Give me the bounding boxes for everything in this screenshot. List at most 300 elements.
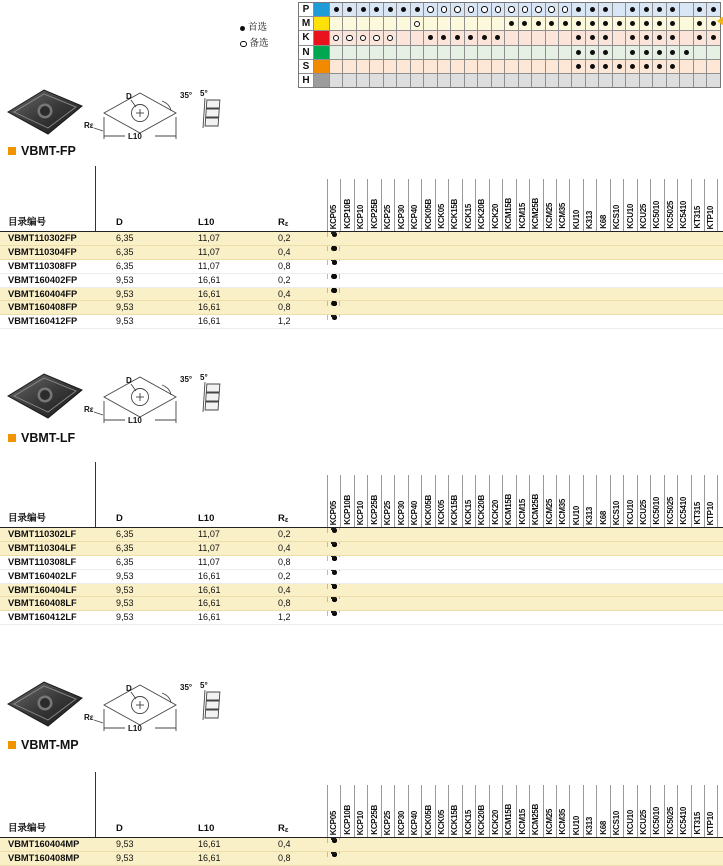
- grade-col-KCK20: [489, 785, 502, 837]
- preferred-dot-icon: [617, 64, 622, 69]
- chart-cell-P-KCP25B: [369, 3, 382, 16]
- legend-preferred-label: 首选: [248, 22, 268, 33]
- chart-cell-N-KCM25: [545, 46, 558, 59]
- grade-col-K313: [583, 179, 596, 231]
- grade-label: KCU10: [625, 500, 635, 525]
- grade-label: KC5010: [652, 497, 662, 525]
- grade-label: KCK05B: [423, 198, 433, 229]
- grade-label: KCP10B: [342, 199, 352, 229]
- chart-cell-K-KC5410: [679, 31, 692, 44]
- chart-cell-M-KCP10: [356, 17, 369, 30]
- chart-cell-M-KCM25: [545, 17, 558, 30]
- grade-col-KT315: [691, 785, 704, 837]
- insert-drawing: [4, 368, 239, 426]
- chart-cell-K-KCK20B: [477, 31, 490, 44]
- preferred-dot-icon: [576, 7, 581, 12]
- grade-label: KCP30: [396, 500, 406, 525]
- grade-label: KCP05: [329, 500, 339, 525]
- grade-label: KCS10: [612, 810, 622, 835]
- not-available-dash-icon: [331, 584, 336, 586]
- grade-label: KCM15B: [504, 493, 514, 525]
- section-title-VBMT-FP: [8, 144, 76, 158]
- chart-cell-P-KCU25: [639, 3, 652, 16]
- preferred-dot-icon: [374, 7, 379, 12]
- chart-cell-M-KCK05B: [423, 17, 436, 30]
- chart-cell-M-KT315: [693, 17, 706, 30]
- dim-l10-label: L10: [128, 132, 142, 141]
- chart-cell-S-KCK20B: [477, 60, 490, 73]
- insert-drawing: [4, 676, 239, 734]
- preferred-dot-icon: [522, 21, 527, 26]
- chart-cell-N-KCP10: [356, 46, 369, 59]
- chart-cell-N-KCP30: [396, 46, 409, 59]
- grade-col-KCP25B: [367, 179, 380, 231]
- column-header-l10: L10: [198, 217, 215, 228]
- chart-cell-M-K68: [598, 17, 611, 30]
- column-header-l10: L10: [198, 823, 215, 834]
- application-chart: [298, 2, 721, 88]
- grade-col-KT315: [691, 475, 704, 527]
- chart-cell-N-KCK15: [464, 46, 477, 59]
- preferred-dot-icon: [240, 26, 245, 31]
- chart-cell-P-KCM15: [518, 3, 531, 16]
- grade-label: K313: [585, 507, 595, 525]
- grade-col-KCP10B: [340, 785, 353, 837]
- preferred-dot-icon: [576, 21, 581, 26]
- section-title-VBMT-MP: [8, 738, 79, 752]
- chart-cell-K-KCM35: [558, 31, 571, 44]
- grade-col-KCP40: [408, 475, 421, 527]
- chart-cell-S-KCM35: [558, 60, 571, 73]
- chart-cell-K-KCK05B: [423, 31, 436, 44]
- preferred-dot-icon: [563, 21, 568, 26]
- chart-cell-N-KC5410: [679, 46, 692, 59]
- chart-class-letter: S: [299, 60, 313, 73]
- chart-cell-P-KCK05B: [423, 3, 436, 16]
- chart-cell-S-KU10: [571, 60, 584, 73]
- chart-cell-M-KCM25B: [531, 17, 544, 30]
- preferred-dot-icon: [644, 64, 649, 69]
- grade-label: KT315: [692, 812, 702, 835]
- chart-cell-S-KC5025: [666, 60, 679, 73]
- grade-col-KC5025: [664, 475, 677, 527]
- preferred-dot-icon: [670, 50, 675, 55]
- grade-col-KCP30: [394, 785, 407, 837]
- value-d: 9,53: [116, 598, 134, 609]
- grade-col-KCM15B: [502, 785, 515, 837]
- grade-col-KCP25B: [367, 475, 380, 527]
- table-row-VBMT110302FP: [0, 232, 723, 246]
- dim-5-label: 5°: [200, 89, 208, 98]
- value-l10: 16,61: [198, 839, 221, 849]
- chart-cell-K-KCM15: [518, 31, 531, 44]
- catalog-number: VBMT160404LF: [8, 584, 77, 595]
- grade-label: KCM15B: [504, 197, 514, 229]
- chart-row-M: [299, 17, 720, 31]
- grade-label: KCP25: [383, 204, 393, 229]
- grade-label: KCM25B: [531, 197, 541, 229]
- chart-cell-M-KCS10: [612, 17, 625, 30]
- value-l10: 16,61: [198, 302, 221, 313]
- column-header-catalog: 目录编号: [8, 823, 47, 834]
- grade-label: KCP30: [396, 204, 406, 229]
- grade-label: KCU10: [625, 810, 635, 835]
- catalog-number: VBMT110308LF: [8, 556, 77, 567]
- alternate-dot-icon: [454, 6, 461, 13]
- grade-label: KCS10: [612, 500, 622, 525]
- not-available-dash-icon: [331, 597, 336, 599]
- cell-VBMT110308FP-KTP10: [327, 260, 340, 262]
- preferred-dot-icon: [401, 7, 406, 12]
- chart-cell-N-KCM25B: [531, 46, 544, 59]
- chart-cell-K-KCP10B: [342, 31, 355, 44]
- preferred-dot-icon: [576, 50, 581, 55]
- grade-col-KCK20: [489, 475, 502, 527]
- table-row-VBMT110302LF: [0, 528, 723, 542]
- chart-cell-S-KCP40: [410, 60, 423, 73]
- chart-cell-S-KT315: [693, 60, 706, 73]
- dim-35-label: 35°: [180, 375, 193, 384]
- value-re: 0,2: [278, 233, 291, 243]
- grade-label: KCK15: [463, 810, 473, 835]
- grade-label: KTP10: [705, 205, 715, 229]
- preferred-dot-icon: [657, 64, 662, 69]
- preferred-dot-icon: [670, 64, 675, 69]
- grade-label: KU10: [571, 505, 581, 525]
- chart-cell-S-KC5010: [652, 60, 665, 73]
- preferred-dot-icon: [603, 64, 608, 69]
- grade-label: KCK20B: [477, 494, 487, 525]
- chart-cell-K-KCP10: [356, 31, 369, 44]
- preferred-dot-icon: [603, 35, 608, 40]
- grade-label: K313: [585, 211, 595, 229]
- grade-col-KCK15: [462, 785, 475, 837]
- value-l10: 16,61: [198, 598, 221, 609]
- grade-label: KCK15B: [450, 198, 460, 229]
- catalog-number: VBMT110308FP: [8, 260, 77, 271]
- section-vbmt-lf: [0, 368, 723, 626]
- chart-cell-K-KCP25B: [369, 31, 382, 44]
- chart-cell-S-KCP30: [396, 60, 409, 73]
- header-divider-line: [95, 462, 96, 527]
- chart-cell-S-KCK05: [437, 60, 450, 73]
- grade-label: KC5010: [652, 807, 662, 835]
- cell-VBMT160408LF-KTP10: [327, 597, 340, 599]
- chart-cell-N-KC5010: [652, 46, 665, 59]
- value-re: 0,4: [278, 542, 291, 553]
- grade-columns-header: [327, 179, 718, 231]
- grade-col-KCU10: [623, 179, 636, 231]
- chart-cell-N-KCK20: [491, 46, 504, 59]
- grade-label: KCU25: [639, 500, 649, 525]
- alternate-dot-icon: [535, 6, 542, 13]
- value-d: 9,53: [116, 584, 134, 595]
- dim-d-label: D: [126, 684, 132, 693]
- insert-photo: [8, 90, 82, 134]
- grade-col-KCM15B: [502, 179, 515, 231]
- grade-label: KCP10: [356, 810, 366, 835]
- preferred-dot-icon: [482, 35, 487, 40]
- alternate-dot-icon: [240, 41, 247, 48]
- grade-col-KCP05: [327, 785, 340, 837]
- column-header-d: D: [116, 823, 123, 834]
- grade-label: KTP10: [705, 501, 715, 525]
- grade-col-KCM25: [543, 179, 556, 231]
- chart-class-letter: H: [299, 74, 313, 87]
- grade-col-KT315: [691, 179, 704, 231]
- preferred-dot-icon: [684, 50, 689, 55]
- preferred-dot-icon: [415, 7, 420, 12]
- preferred-dot-icon: [630, 21, 635, 26]
- chart-cell-N-K313: [585, 46, 598, 59]
- grade-col-KCM15: [516, 475, 529, 527]
- chart-cell-S-KCK15B: [450, 60, 463, 73]
- grade-col-KC5010: [650, 475, 663, 527]
- chart-cell-K-K313: [585, 31, 598, 44]
- cell-VBMT160412FP-KTP10: [327, 315, 340, 317]
- grade-col-KCK20B: [475, 785, 488, 837]
- chart-cell-S-KCS10: [612, 60, 625, 73]
- chart-cell-K-KCU10: [625, 31, 638, 44]
- chart-cell-M-KCK15: [464, 17, 477, 30]
- value-re: 0,8: [278, 556, 291, 567]
- grade-label: KCM25B: [531, 493, 541, 525]
- table-header: [0, 166, 723, 232]
- value-re: 0,4: [278, 288, 291, 299]
- grade-label: KCP25B: [369, 805, 379, 835]
- grade-col-K313: [583, 785, 596, 837]
- column-header-d: D: [116, 513, 123, 524]
- cell-VBMT160408MP-KTP10: [327, 852, 340, 854]
- chart-cell-S-KTP10: [706, 60, 719, 73]
- chart-cell-P-KCK20B: [477, 3, 490, 16]
- table-row-VBMT160404LF: [0, 584, 723, 598]
- preferred-dot-icon: [495, 35, 500, 40]
- chart-cell-N-KCK05B: [423, 46, 436, 59]
- clearance-side-view: [203, 690, 220, 720]
- dim-35-label: 35°: [180, 91, 193, 100]
- value-l10: 11,07: [198, 556, 220, 567]
- chart-cell-P-KT315: [693, 3, 706, 16]
- grade-label: KCP05: [329, 204, 339, 229]
- header-divider-line: [95, 166, 96, 231]
- catalog-number: VBMT160408LF: [8, 598, 77, 609]
- grade-col-KCK20B: [475, 475, 488, 527]
- value-l10: 11,07: [198, 529, 220, 539]
- chart-cell-P-KCU10: [625, 3, 638, 16]
- grade-col-KCM25: [543, 475, 556, 527]
- alternate-dot-icon: [468, 6, 475, 13]
- grade-col-KCP30: [394, 179, 407, 231]
- grade-label: KCM25: [544, 203, 554, 229]
- preferred-dot-icon: [603, 50, 608, 55]
- alternate-dot-icon: [522, 6, 529, 13]
- value-re: 0,2: [278, 529, 291, 539]
- grade-col-KCM25B: [529, 475, 542, 527]
- chart-cell-K-KCP30: [396, 31, 409, 44]
- preferred-dot-icon: [347, 7, 352, 12]
- preferred-dot-icon: [590, 35, 595, 40]
- preferred-dot-icon: [697, 21, 702, 26]
- chart-class-color-swatch: [313, 3, 329, 16]
- chart-cell-K-KCM25B: [531, 31, 544, 44]
- chart-cell-S-K68: [598, 60, 611, 73]
- grade-label: K313: [585, 817, 595, 835]
- grade-label: K68: [598, 511, 608, 525]
- value-l10: 16,61: [198, 584, 221, 595]
- grade-col-KCK15B: [448, 179, 461, 231]
- alternate-dot-icon: [508, 6, 515, 13]
- not-available-dash-icon: [331, 528, 336, 530]
- chart-cell-S-KCK20: [491, 60, 504, 73]
- grade-label: KCP40: [410, 810, 420, 835]
- available-dot-icon: [331, 246, 336, 251]
- cell-VBMT160408FP-KTP10: [327, 301, 340, 306]
- cell-VBMT110304LF-KTP10: [327, 542, 340, 544]
- preferred-dot-icon: [630, 64, 635, 69]
- preferred-dot-icon: [468, 35, 473, 40]
- grade-label: KCU25: [639, 204, 649, 229]
- chart-cell-N-KCK15B: [450, 46, 463, 59]
- grade-label: K68: [598, 215, 608, 229]
- value-d: 9,53: [116, 316, 134, 327]
- value-re: 0,2: [278, 274, 291, 285]
- grade-label: K68: [598, 821, 608, 835]
- value-l10: 11,07: [198, 260, 220, 271]
- grade-col-KCU25: [637, 179, 650, 231]
- chart-cell-M-KCM35: [558, 17, 571, 30]
- table-row-VBMT160402LF: [0, 570, 723, 584]
- chart-cell-K-KC5025: [666, 31, 679, 44]
- table-row-VBMT160408FP: [0, 301, 723, 315]
- cell-VBMT160404MP-KTP10: [327, 838, 340, 840]
- chart-row-N: [299, 46, 720, 60]
- preferred-dot-icon: [670, 35, 675, 40]
- chart-cell-P-KCK15: [464, 3, 477, 16]
- section-title-VBMT-LF: [8, 431, 75, 445]
- preferred-dot-icon: [590, 7, 595, 12]
- grade-col-KCS10: [610, 475, 623, 527]
- grade-label: KCM25: [544, 809, 554, 835]
- value-re: 0,4: [278, 839, 291, 849]
- grade-col-K68: [596, 179, 609, 231]
- chart-cell-M-KC5410: [679, 17, 692, 30]
- chart-cell-K-KCM25: [545, 31, 558, 44]
- alternate-dot-icon: [562, 6, 569, 13]
- value-l10: 16,61: [198, 852, 221, 863]
- section-vbmt-mp: [0, 676, 723, 866]
- value-re: 0,8: [278, 598, 291, 609]
- chart-cell-S-KCU25: [639, 60, 652, 73]
- dim-re-label: Rε: [84, 713, 94, 722]
- chart-cell-M-KCP40: [410, 17, 423, 30]
- grade-label: KT315: [692, 206, 702, 229]
- grade-label: KCM35: [558, 499, 568, 525]
- preferred-dot-icon: [697, 7, 702, 12]
- chart-cell-P-KCK05: [437, 3, 450, 16]
- catalog-number: VBMT160408MP: [8, 852, 80, 863]
- grade-col-KCM15: [516, 785, 529, 837]
- preferred-dot-icon: [644, 35, 649, 40]
- grade-col-KCP10: [354, 475, 367, 527]
- grade-label: KCP25: [383, 810, 393, 835]
- alternate-dot-icon: [427, 6, 434, 13]
- grade-col-KCP05: [327, 179, 340, 231]
- grade-col-KCK15: [462, 179, 475, 231]
- grade-label: KC5025: [665, 807, 675, 835]
- legend-alternate-label: 备选: [249, 38, 269, 49]
- table-row-VBMT160408MP: [0, 852, 723, 866]
- preferred-dot-icon: [630, 7, 635, 12]
- grade-col-KC5410: [677, 475, 690, 527]
- chart-cell-M-KCK05: [437, 17, 450, 30]
- dim-l10-label: L10: [128, 416, 142, 425]
- chart-cell-P-KCP30: [396, 3, 409, 16]
- grade-col-KCS10: [610, 179, 623, 231]
- chart-cell-P-KC5010: [652, 3, 665, 16]
- column-header-catalog: 目录编号: [8, 513, 47, 524]
- preferred-dot-icon: [590, 64, 595, 69]
- chart-cell-P-KCP10B: [342, 3, 355, 16]
- preferred-dot-icon: [603, 7, 608, 12]
- grade-col-KCP10B: [340, 475, 353, 527]
- grade-label: KCP40: [410, 204, 420, 229]
- grade-label: KCM25: [544, 499, 554, 525]
- grade-col-KU10: [569, 475, 582, 527]
- preferred-dot-icon: [644, 21, 649, 26]
- grade-label: KCK05B: [423, 494, 433, 525]
- grade-col-KCS10: [610, 785, 623, 837]
- grade-col-KCP25: [381, 785, 394, 837]
- value-d: 6,35: [116, 542, 134, 553]
- value-l10: 11,07: [198, 246, 220, 257]
- value-l10: 16,61: [198, 316, 221, 327]
- grade-col-KCK20B: [475, 179, 488, 231]
- table-row-VBMT110308FP: [0, 260, 723, 274]
- grade-col-KCP05: [327, 475, 340, 527]
- grade-label: KCK05: [436, 810, 446, 835]
- value-d: 6,35: [116, 529, 134, 539]
- chart-cell-M-KCP30: [396, 17, 409, 30]
- catalog-number: VBMT110304LF: [8, 542, 77, 553]
- grade-label: KC5410: [679, 497, 689, 525]
- chart-cell-S-KCP10: [356, 60, 369, 73]
- chart-cell-S-KCP25B: [369, 60, 382, 73]
- grade-col-KCU10: [623, 475, 636, 527]
- preferred-dot-icon: [697, 35, 702, 40]
- grade-label: KCM35: [558, 203, 568, 229]
- chart-cell-P-KC5410: [679, 3, 692, 16]
- preferred-dot-icon: [536, 21, 541, 26]
- preferred-dot-icon: [455, 35, 460, 40]
- grade-col-KC5410: [677, 785, 690, 837]
- cell-VBMT160402FP-KTP10: [327, 274, 340, 279]
- grade-label: KCK20: [490, 500, 500, 525]
- chart-cell-P-KCK20: [491, 3, 504, 16]
- grade-col-KCM25: [543, 785, 556, 837]
- column-header-re: Rε: [278, 823, 289, 834]
- alternate-dot-icon: [414, 21, 421, 28]
- orange-square-icon: [8, 147, 16, 155]
- alternate-dot-icon: [346, 35, 353, 42]
- preferred-dot-icon: [334, 7, 339, 12]
- not-available-dash-icon: [331, 556, 336, 558]
- chart-cell-K-KCM15B: [504, 31, 517, 44]
- grade-label: KCK05: [436, 500, 446, 525]
- table-row-VBMT160404MP: [0, 838, 723, 852]
- grade-label: KCK20B: [477, 198, 487, 229]
- preferred-dot-icon: [711, 35, 716, 40]
